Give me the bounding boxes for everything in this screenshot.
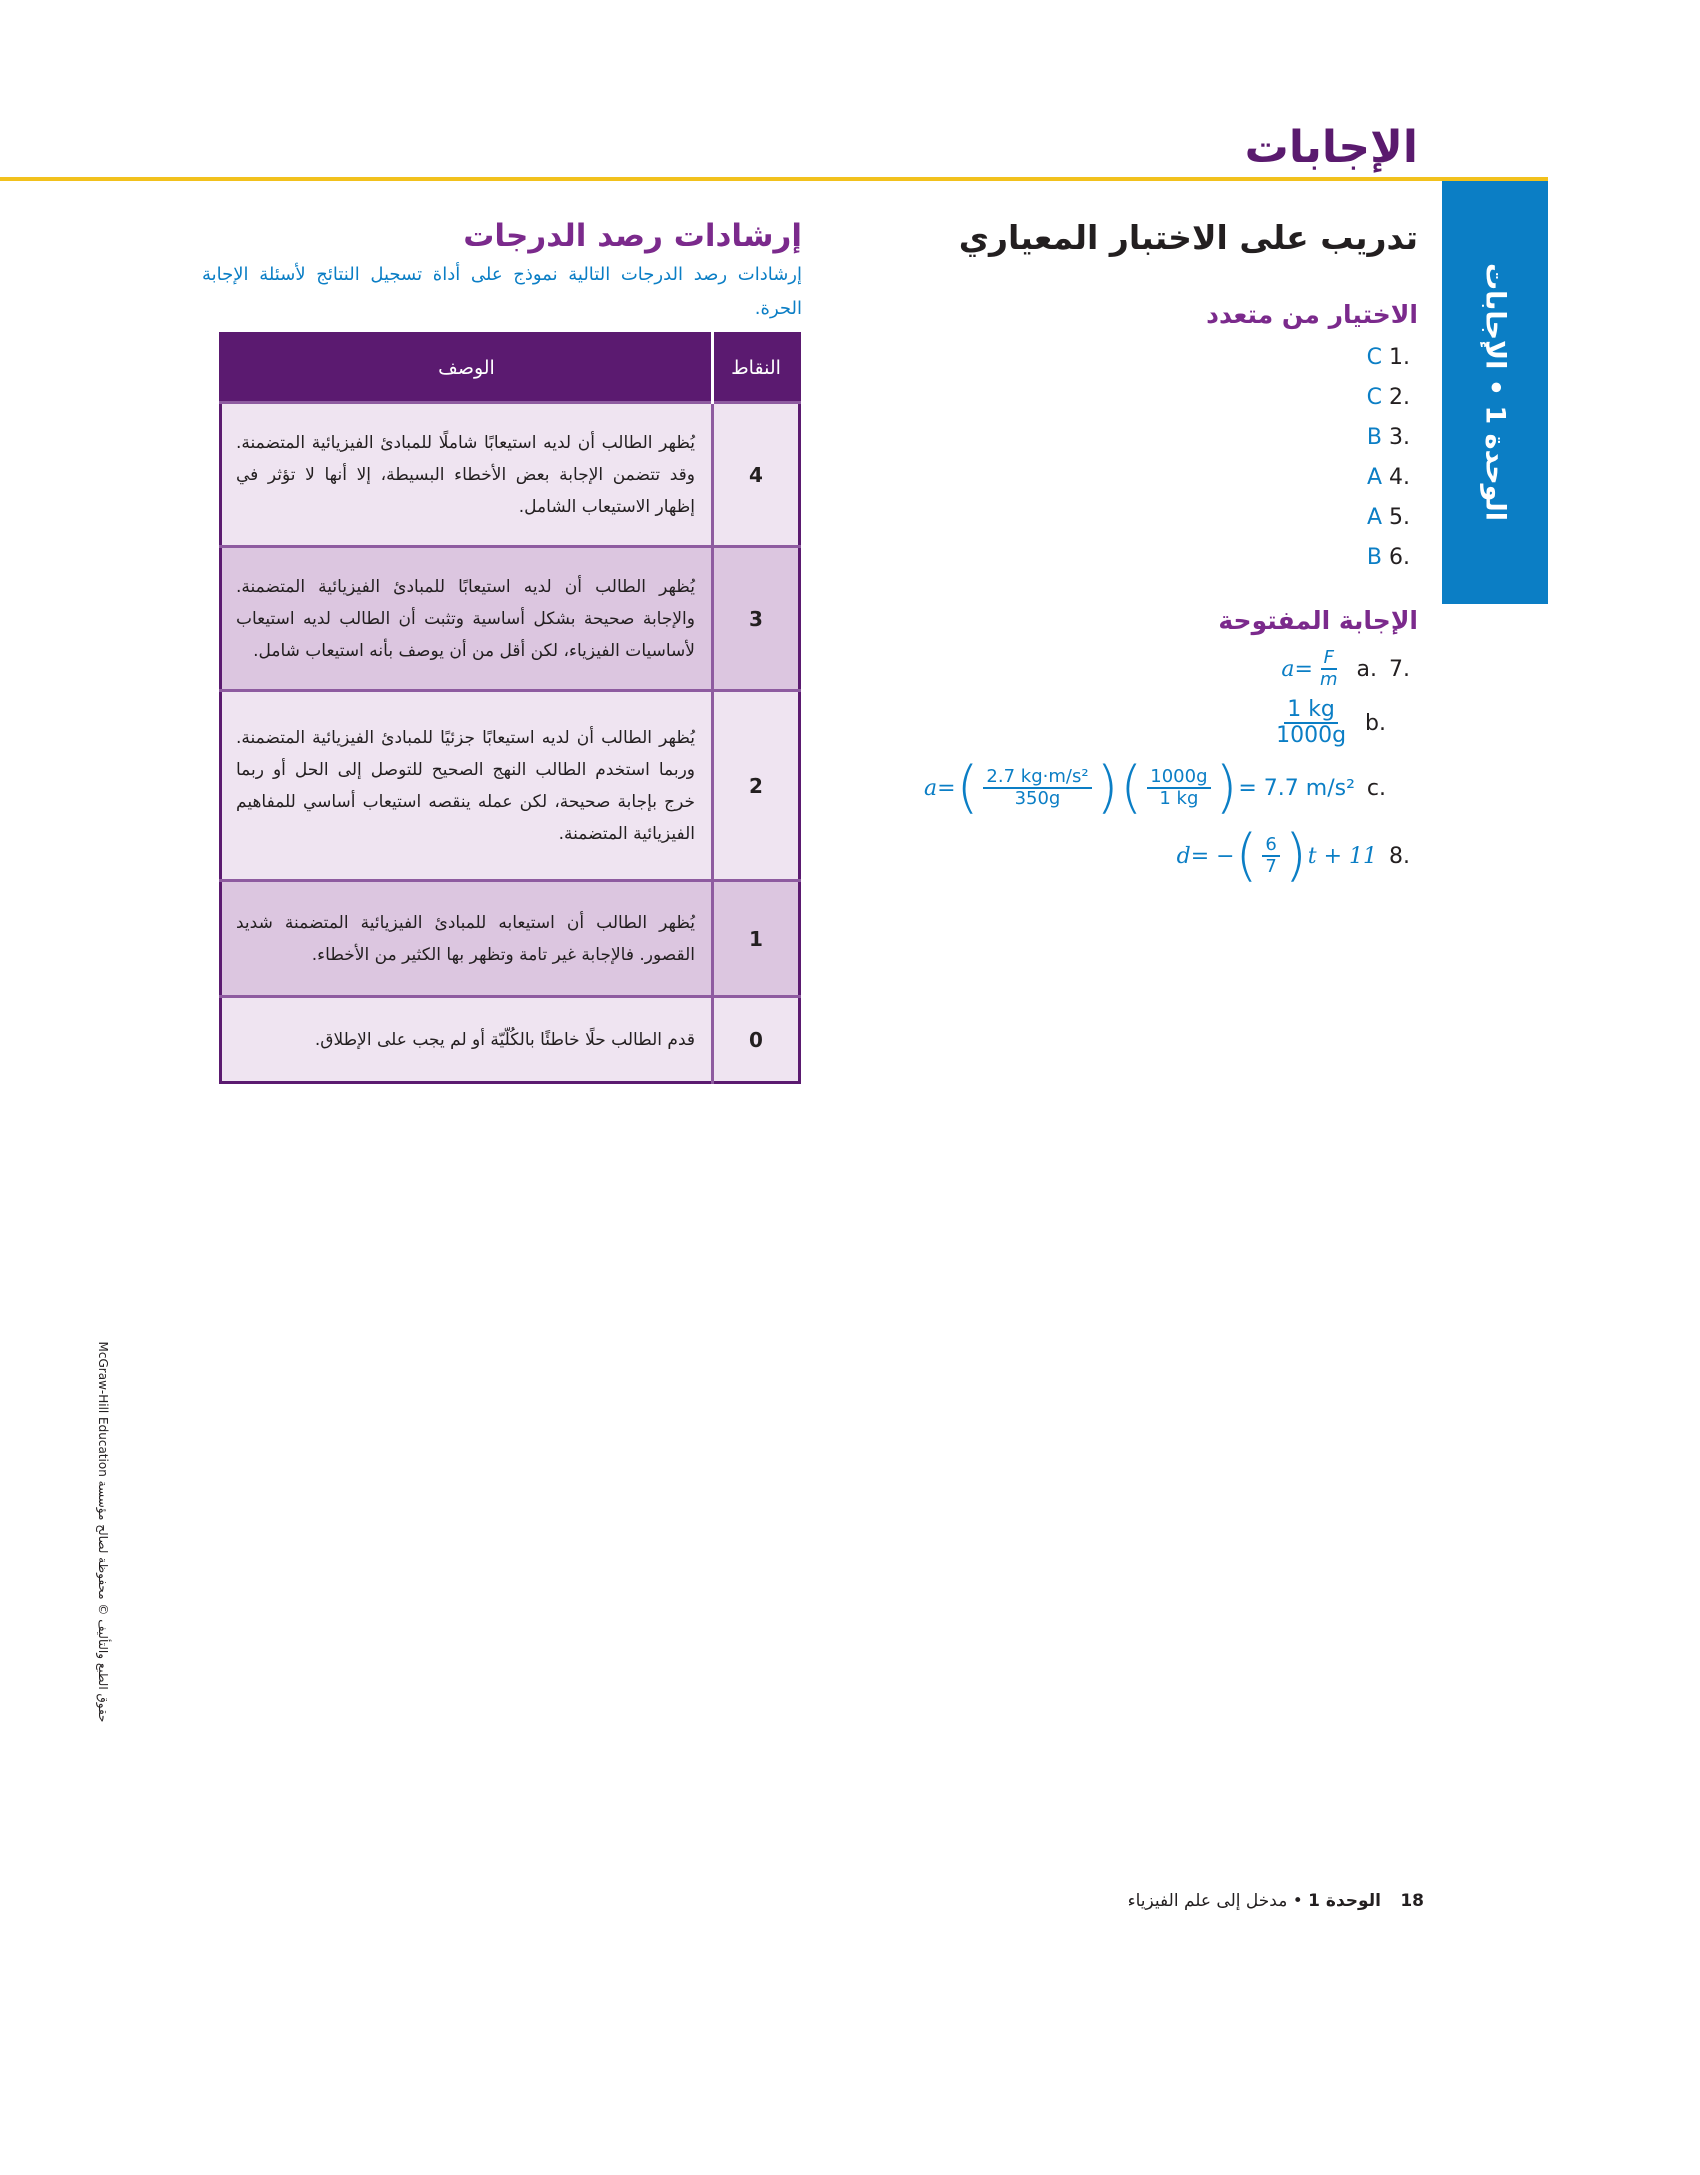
points-cell: 1 (713, 881, 800, 997)
list-item (1367, 538, 1410, 578)
rubric-title: إرشادات رصد الدرجات (463, 218, 802, 254)
table-row (221, 881, 800, 997)
answer-7b (1269, 698, 1386, 748)
description-cell: يُظهر الطالب أن لديه استيعابًا جزئيًا للمبادئ الفيزيائية المتضمنة. وربما استخدم الطالب النهج الصحيح للتوصل إلى الحل أو ربما خرج بإجابة صحيحة، لكن عمله ينقصه استيعاب أساسي للمفاهيم الفيزيائية المتضمنة. (221, 691, 713, 881)
answer: A (1366, 465, 1382, 490)
answer-7c (924, 755, 1386, 820)
description-cell: يُظهر الطالب أن استيعابه للمبادئ الفيزيائية المتضمنة شديد القصور. فالإجابة غير تامة وتظهر بها الكثير من الأخطاء. (221, 881, 713, 997)
answer: A (1366, 505, 1382, 530)
points-cell: 0 (713, 997, 800, 1083)
column-header-description: الوصف (221, 334, 713, 403)
answer: C (1366, 345, 1382, 370)
list-item (1367, 458, 1410, 498)
left-paren: ( (1120, 755, 1143, 820)
multiple-choice-heading: الاختيار من متعدد (1206, 300, 1418, 329)
table-row (221, 547, 800, 691)
fraction (1273, 698, 1349, 748)
numerator: 2.7 kg·m/s² (983, 767, 1091, 789)
question-number: .7 (1389, 656, 1410, 682)
page-number: 18 (1400, 1891, 1424, 1911)
answer-7a (1281, 648, 1410, 690)
equals-sign: = − (1190, 843, 1235, 869)
left-paren: ( (1235, 823, 1258, 888)
copyright-notice: حقوق الطبع والتأليف © محفوظة لصالح مؤسسة McGraw-Hill Education (96, 1341, 110, 1723)
column-header-points: النقاط (713, 334, 800, 403)
table-row (221, 403, 800, 547)
fraction (1262, 835, 1279, 877)
description-cell: يُظهر الطالب أن لديه استيعابًا شاملًا للمبادئ الفيزيائية المتضمنة. وقد تتضمن الإجابة بعض الأخطاء البسيطة، إلا أنها لا تؤثر في إظهار الاستيعاب الشامل. (221, 403, 713, 547)
points-cell: 4 (713, 403, 800, 547)
list-item (1367, 418, 1410, 458)
equals-sign: = (937, 775, 956, 801)
denominator: m (1319, 669, 1338, 690)
table-row (221, 691, 800, 881)
part-label: .c (1366, 775, 1386, 801)
description-cell: يُظهر الطالب أن لديه استيعابًا للمبادئ الفيزيائية المتضمنة. والإجابة صحيحة بشكل أساسية وتثبت أن الطالب لديه استيعاب لأساسيات الفيزياء، لكن أقل من أن يوصف بأنه استيعاب شامل. (221, 547, 713, 691)
footer-chapter: مدخل إلى علم الفيزياء (1127, 1891, 1288, 1911)
points-cell: 2 (713, 691, 800, 881)
page-footer (1128, 1891, 1424, 1911)
side-tab (1442, 181, 1548, 604)
denominator: 1 kg (1159, 788, 1199, 809)
fraction (983, 767, 1091, 809)
question-number: .8 (1389, 843, 1410, 869)
side-tab-label: الوحدة 1 • الإجابات (1479, 263, 1511, 521)
part-label: .b (1365, 710, 1386, 736)
part-label: .a (1356, 656, 1377, 682)
denominator: 7 (1265, 856, 1277, 877)
numerator: 1 kg (1284, 698, 1338, 724)
question-number: .5 (1389, 505, 1410, 530)
fraction (1147, 767, 1210, 809)
question-number: .4 (1389, 465, 1410, 490)
open-ended-heading: الإجابة المفتوحة (1218, 606, 1418, 635)
table-header-row (221, 334, 800, 403)
right-paren: ) (1215, 755, 1238, 820)
numerator: 6 (1262, 835, 1279, 857)
expression: t + 11 (1307, 843, 1377, 869)
answer: B (1366, 545, 1382, 570)
denominator: 1000g (1276, 723, 1347, 748)
denominator: 350g (1014, 788, 1061, 809)
variable: a (924, 775, 938, 801)
multiple-choice-list (1367, 338, 1410, 578)
numerator: F (1321, 648, 1337, 670)
table-row (221, 997, 800, 1083)
equation (1176, 823, 1377, 888)
equation (1281, 648, 1344, 690)
left-paren: ( (956, 755, 979, 820)
right-paren: ) (1096, 755, 1119, 820)
fraction (1317, 648, 1341, 690)
list-item (1367, 498, 1410, 538)
footer-separator: • (1292, 1891, 1303, 1911)
answer: C (1366, 385, 1382, 410)
list-item (1367, 378, 1410, 418)
rubric-intro: إرشادات رصد الدرجات التالية نموذج على أداة تسجيل النتائج لأسئلة الإجابة الحرة. (202, 264, 802, 319)
numerator: 1000g (1147, 767, 1210, 789)
question-number: .2 (1389, 385, 1410, 410)
answer: B (1366, 425, 1382, 450)
variable: a (1281, 656, 1295, 682)
question-number: .6 (1389, 545, 1410, 570)
list-item (1367, 338, 1410, 378)
points-cell: 3 (713, 547, 800, 691)
description-cell: قدم الطالب حلًا خاطئًا بالكُلّيّة أو لم يجب على الإطلاق. (221, 997, 713, 1083)
page-title: الإجابات (1244, 122, 1418, 173)
equation (924, 755, 1355, 820)
right-paren: ) (1284, 823, 1307, 888)
footer-unit: الوحدة 1 (1308, 1891, 1381, 1911)
header-rule (0, 177, 1548, 181)
result: = 7.7 m/s² (1238, 775, 1355, 801)
equation (1269, 698, 1353, 748)
rubric-table (219, 332, 801, 1084)
variable: d (1176, 843, 1191, 869)
section-title: تدريب على الاختبار المعياري (958, 218, 1418, 257)
equals-sign: = (1294, 656, 1313, 682)
question-number: .1 (1389, 345, 1410, 370)
question-number: .3 (1389, 425, 1410, 450)
answer-8 (1176, 823, 1410, 888)
